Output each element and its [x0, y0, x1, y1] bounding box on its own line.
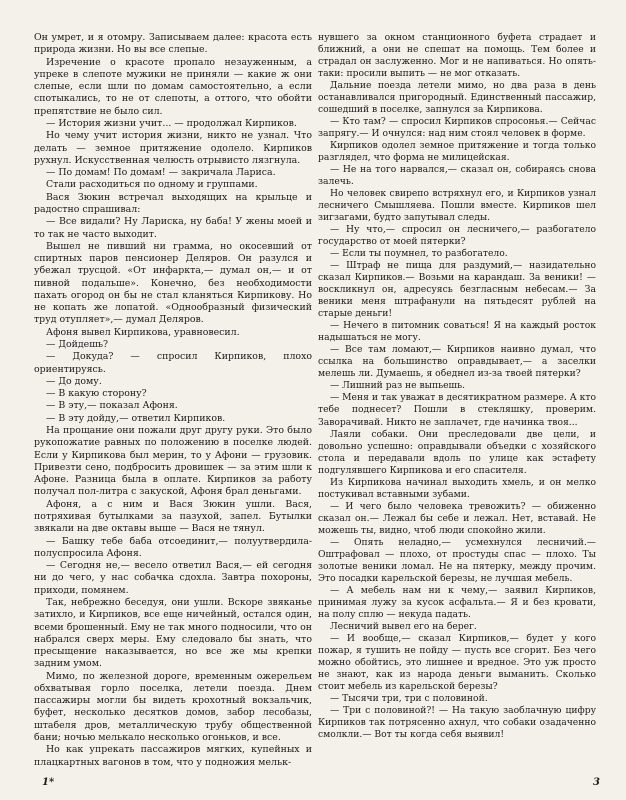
page-number: 3: [593, 777, 600, 788]
paragraph: Так, небрежно беседуя, они ушли. Вскоре звяканье затихло, и Кирпиков, все еще ничейный, остался один, всеми брошенный. Ему не так много подносили, что он набрался сверх меры. Ему следовало бы знать, что пресыщение наказывается, но все же мы крепки задним умом.: [34, 596, 312, 670]
paragraph: — Нечего в питомник соваться! Я на каждый росток надышаться не могу.: [318, 320, 596, 344]
paragraph: нувшего за окном станционного буфета страдает и ближний, а они не спешат на помощь. Тем более и страдал он заслуженно. Мог и не напиваться. Но опять-таки: просили выпить — не мог отказать.: [318, 32, 596, 80]
paragraph: Дальние поезда летели мимо, но два раза в день останавливался пригородный. Единственный пассажир, сошедший в поселке, запнулся за Кирпикова.: [318, 80, 596, 116]
paragraph: — История жизни учит... — продолжал Кирпиков.: [46, 117, 297, 129]
paragraph: — В эту дойду,— ответил Кирпиков.: [46, 412, 226, 424]
paragraph: — По домам! По домам! — закричала Лариса.: [46, 167, 276, 179]
paragraph: — Лишний раз не выпьешь.: [330, 380, 466, 392]
paragraph: — В эту,— показал Афоня.: [46, 400, 178, 412]
paragraph: Вышел не пивший ни грамма, но окосевший от спиртных паров пенсионер Деляров. Он разулся и убежал трусцой. «От инфаркта,— думал он,— и от пивной подальше». Конечно, без необходимости пахать огород он бы не стал кланяться Кирпикову. Но не копать же лопатой. «Однообразный физический труд отупляет»,— думал Деляров.: [34, 240, 312, 326]
paragraph: — А мебель нам ни к чему,— заявил Кирпиков, принимая лужу за кусок асфальта.— Я и без кровати, на полу сплю — некуда падать.: [318, 584, 596, 620]
signature-mark: 1*: [42, 777, 55, 788]
paragraph: Из Кирпикова начинал выходить хмель, и он мелко постукивал вставными зубами.: [318, 476, 596, 500]
paragraph: Он умрет, и я отомру. Записываем далее: красота есть природа жизни. Но вы все слепые.: [34, 32, 312, 56]
paragraph: — Ну что,— спросил он лесничего,— разбогатело государство от моей пятерки?: [318, 224, 596, 248]
paragraph: — Меня и так уважат в десятикратном размере. А кто тебе поднесет? Пошли в стекляшку, проверим. Заворачивай. Никто не заплачет, где начинка твоя...: [318, 392, 596, 428]
paragraph: — Три с половиной?! — На такую заоблачную цифру Кирпиков так потрясенно ахнул, что собаки озадаченно смолкли.— Вот ты когда себя выявил!: [318, 704, 596, 740]
paragraph: Мимо, по железной дороге, временным ожерельем обхватывая горло поселка, летели поезда. Днем пассажиры могли бы видеть крохотный вокзальчик, буфет, несколько десятков домов, забор лесобазы, штабеля дров, металлическую трубу общественной бани; ночью мелькало несколько огоньков, и все.: [34, 670, 312, 744]
right-text-column: [318, 32, 596, 741]
paragraph: Лаяли собаки. Они преследовали две цели, и довольно успешно: оправдывали объедки с хозяйского стола и передавали вдоль по улице как эстафету подгулявшего Кирпикова и его спасителя.: [318, 428, 596, 476]
paragraph: Кирпиков одолел земное притяжение и тогда только разглядел, что форма не милицейская.: [318, 140, 596, 164]
paragraph: Но как упрекать пассажиров мягких, купейных и плацкартных вагонов в том, что у подножия мельк-: [34, 744, 312, 768]
paragraph: — Сегодня не,— весело ответил Вася,— ей сегодня ни до чего, у нас собачка сдохла. Завтра похороны, приходи, помянем.: [34, 560, 312, 596]
paragraph: Но человек свирепо встряхнул его, и Кирпиков узнал лесничего Смышляева. Пошли вместе. Кирпиков шел зигзагами, будто запутывал следы.: [318, 188, 596, 224]
paragraph: — Башку тебе баба отсоединит,— полуутвердила-полуспросила Афоня.: [34, 535, 312, 559]
paragraph: — Дойдешь?: [46, 339, 109, 351]
paragraph: — Все видали? Ну Лариска, ну баба! У жены моей и то так не часто выходит.: [34, 216, 312, 240]
paragraph: Лесничий вывел его на берег.: [330, 620, 477, 632]
paragraph: Афоня, а с ним и Вася Зюкин ушли. Вася, потряхивая бутылками за пазухой, запел. Бутылки звякали на две октавы выше — Вася не тянул.: [34, 498, 312, 535]
paragraph: Стали расходиться по одному и группами.: [46, 179, 258, 191]
paragraph: — И чего было человека тревожить? — обиженно сказал он.— Лежал бы себе и лежал. Нет, вставай. Не можешь ты, видно, чтоб люди спокойно жили.: [318, 500, 596, 536]
paragraph: Изречение о красоте пропало незауженным, а упреке в слепоте мужики не приняли — какие ж они слепые, если шли по домам самостоятельно, а если спотыкались, то не от слепоты, а оттого, что обойти препятствие не было сил.: [34, 56, 312, 117]
paragraph: — Кто там? — спросил Кирпиков спросонья.— Сейчас запрягу.— И очнулся: над ним стоял человек в форме.: [318, 116, 596, 140]
paragraph: — До дому.: [46, 375, 102, 387]
paragraph: — Опять неладно,— усмехнулся лесничий.— Оштрафовал — плохо, от простуды спас — плохо. Ты золотые веники ломал. Не на пятерку, между прочим. Это посадки карельской березы, не лучшая мебель.: [318, 536, 596, 584]
left-text-column: [34, 32, 312, 769]
paragraph: — И вообще,— сказал Кирпиков,— будет у кого пожар, я тушить не пойду — пусть все сгорит. Без чего можно обойтись, это лишнее и вредное. Это уж просто не знают, как из народа деньги выманить. Сколько стоит мебель из карельской березы?: [318, 632, 596, 692]
paragraph: Вася Зюкин встречал выходящих на крыльце и радостно спрашивал:: [34, 191, 312, 215]
paragraph: Но чему учит история жизни, никто не узнал. Что делать — земное притяжение одолело. Кирпиков рухнул. Искусственная челюсть отрывисто лязгнула.: [34, 130, 312, 166]
paragraph: Афоня вывел Кирпикова, уравновесил.: [46, 326, 240, 338]
paragraph: — В какую сторону?: [46, 388, 147, 400]
paragraph: — Тысячи три, три с половиной.: [330, 692, 488, 704]
paragraph: — Штраф не пища для раздумий,— назидательно сказал Кирпиков.— Возьми на карандаш. За веники! — воскликнул он, адресуясь безгласным небесам.— За веники меня штрафанули на пятьдесят рублей на старые деньги!: [318, 260, 596, 320]
paragraph: — Все там ломают,— Кирпиков наивно думал, что ссылка на большинство оправдывает,— а заселки мелешь ли. Думаешь, я обеднел из-за твоей пятерки?: [318, 344, 596, 380]
paragraph: — Не на того нарвался,— сказал он, собираясь снова залечь.: [318, 164, 596, 188]
paragraph: — Если ты поумнел, то разбогатело.: [330, 248, 508, 260]
paragraph: — Докуда? — спросил Кирпиков, плохо ориентируясь.: [34, 351, 312, 375]
paragraph: На прощание они пожали друг другу руки. Это было рукопожатие равных по положению в поселке людей. Если у Кирпикова был мерин, то у Афони — грузовик. Привезти сено, подбросить дровишек — за этим шли к Афоне. Разница была в оплате. Кирпиков за работу получал пол-литра с закуской, Афоня брал деньгами.: [34, 425, 312, 498]
